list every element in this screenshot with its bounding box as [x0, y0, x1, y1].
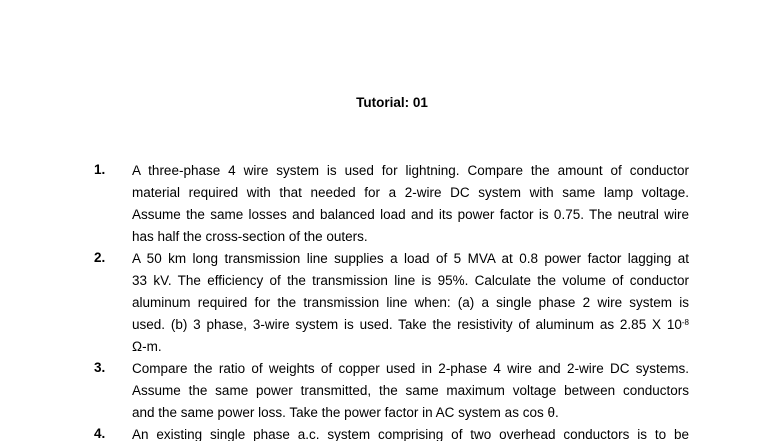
question-line: aluminum required for the transmission line when: (a) a single phase 2 wire system is	[132, 295, 689, 310]
question-line: has half the cross-section of the outers.	[132, 229, 368, 244]
question-line-with-exponent	[132, 314, 689, 336]
question-line: Assume the same power transmitted, the same maximum voltage between conductors	[132, 383, 689, 398]
question-line: material required with that needed for a 2-wire DC system with same lamp voltage.	[132, 185, 689, 200]
question-number: 4.	[94, 426, 106, 441]
question-line: A three-phase 4 wire system is used for lightning. Compare the amount of conductor	[132, 163, 689, 178]
question-line: 33 kV. The efficiency of the transmission line is 95%. Calculate the volume of conductor	[132, 273, 689, 288]
question-number: 2.	[94, 250, 106, 265]
question-line-text: used. (b) 3 phase, 3-wire system is used. Take the resistivity of aluminum as 2.85 X 10	[132, 317, 682, 332]
question-line: Assume the same losses and balanced load and its power factor is 0.75. The neutral wire	[132, 207, 689, 222]
question-line: An existing single phase a.c. system comprising of two overhead conductors is to be	[132, 427, 689, 441]
question-line: and the same power loss. Take the power factor in AC system as cos θ.	[132, 405, 559, 420]
question-number: 1.	[94, 162, 106, 177]
question-line: Compare the ratio of weights of copper used in 2-phase 4 wire and 2-wire DC systems.	[132, 361, 689, 376]
question-line: A 50 km long transmission line supplies a load of 5 MVA at 0.8 power factor lagging at	[132, 251, 689, 266]
exponent: -8	[681, 318, 689, 327]
question-number: 3.	[94, 360, 106, 375]
question-line: Ω-m.	[132, 339, 162, 354]
page-title: Tutorial: 01	[356, 95, 428, 110]
